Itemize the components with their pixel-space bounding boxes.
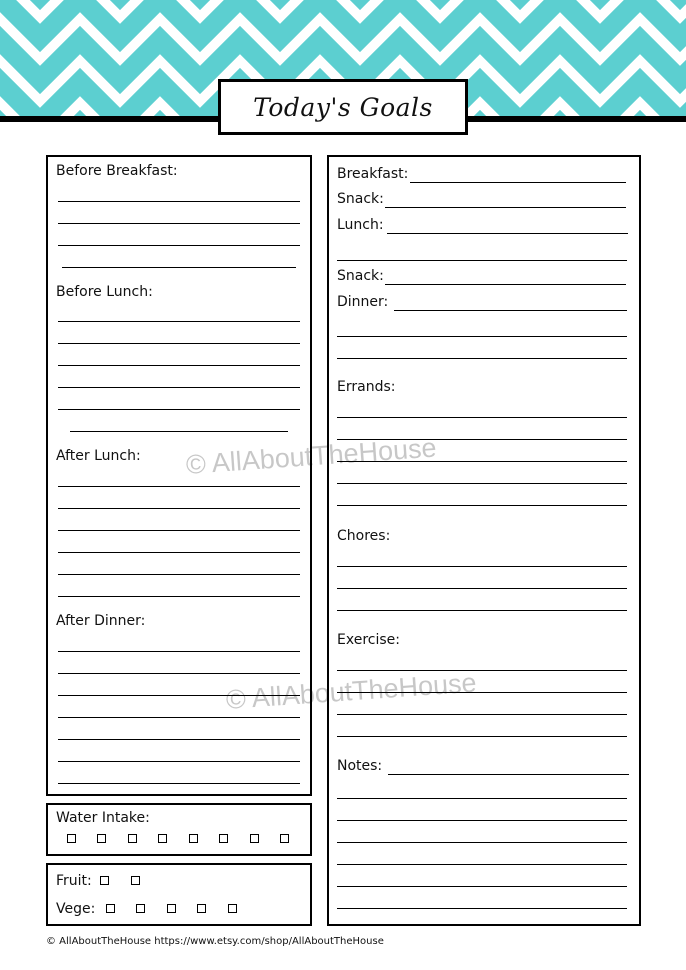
breakfast-line[interactable] (410, 182, 626, 183)
writing-line[interactable] (58, 508, 300, 509)
notes-line[interactable] (388, 774, 629, 775)
fruit-checkbox[interactable] (100, 876, 109, 885)
writing-line[interactable] (337, 439, 627, 440)
writing-line[interactable] (58, 245, 300, 246)
dinner-line[interactable] (394, 310, 627, 311)
writing-line[interactable] (337, 864, 627, 865)
writing-line[interactable] (58, 717, 300, 718)
page-title: Today's Goals (253, 92, 433, 122)
writing-line[interactable] (337, 670, 627, 671)
snack-line[interactable] (385, 207, 626, 208)
writing-line[interactable] (337, 886, 627, 887)
footer-copyright: © AllAboutTheHouse https://www.etsy.com/shop/AllAboutTheHouse (46, 936, 384, 947)
vege-checkbox[interactable] (136, 904, 145, 913)
writing-line[interactable] (58, 486, 300, 487)
vege-checkbox[interactable] (106, 904, 115, 913)
fruit-label: Fruit: (56, 873, 92, 889)
snack-label: Snack: (337, 268, 384, 284)
writing-line[interactable] (337, 566, 627, 567)
water-checkbox[interactable] (280, 834, 289, 843)
writing-line[interactable] (58, 673, 300, 674)
writing-line[interactable] (337, 417, 627, 418)
writing-line[interactable] (58, 365, 300, 366)
writing-line[interactable] (58, 761, 300, 762)
writing-line[interactable] (62, 267, 296, 268)
vege-checkbox[interactable] (197, 904, 206, 913)
writing-line[interactable] (337, 714, 627, 715)
notes-label: Notes: (337, 758, 383, 774)
vege-label: Vege: (56, 901, 96, 917)
breakfast-label: Breakfast: (337, 166, 409, 182)
watermark: © AllAboutTheHouse (184, 432, 438, 480)
after-lunch-label: After Lunch: (56, 448, 141, 464)
writing-line[interactable] (337, 692, 627, 693)
water-intake-label: Water Intake: (56, 810, 150, 826)
watermark: © AllAboutTheHouse (224, 667, 478, 715)
after-dinner-label: After Dinner: (56, 613, 146, 629)
errands-label: Errands: (337, 379, 396, 395)
writing-line[interactable] (58, 739, 300, 740)
writing-line[interactable] (58, 651, 300, 652)
lunch-line[interactable] (387, 233, 628, 234)
before-lunch-label: Before Lunch: (56, 284, 153, 300)
snack-line[interactable] (385, 284, 626, 285)
title-box (218, 79, 468, 135)
writing-line[interactable] (337, 908, 627, 909)
vege-checkbox[interactable] (167, 904, 176, 913)
writing-line[interactable] (337, 358, 627, 359)
writing-line[interactable] (337, 461, 627, 462)
writing-line[interactable] (58, 321, 300, 322)
lunch-label: Lunch: (337, 217, 384, 233)
water-checkbox[interactable] (250, 834, 259, 843)
water-checkbox[interactable] (219, 834, 228, 843)
writing-line[interactable] (58, 574, 300, 575)
chores-label: Chores: (337, 528, 391, 544)
water-checkbox[interactable] (128, 834, 137, 843)
vege-checkbox[interactable] (228, 904, 237, 913)
writing-line[interactable] (337, 483, 627, 484)
writing-line[interactable] (58, 783, 300, 784)
dinner-label: Dinner: (337, 294, 389, 310)
writing-line[interactable] (58, 596, 300, 597)
exercise-label: Exercise: (337, 632, 400, 648)
left-schedule-box (46, 155, 312, 796)
writing-line[interactable] (337, 820, 627, 821)
writing-line[interactable] (337, 260, 627, 261)
writing-line[interactable] (337, 842, 627, 843)
writing-line[interactable] (58, 387, 300, 388)
writing-line[interactable] (337, 798, 627, 799)
before-breakfast-label: Before Breakfast: (56, 163, 178, 179)
writing-line[interactable] (58, 552, 300, 553)
water-checkbox[interactable] (158, 834, 167, 843)
writing-line[interactable] (70, 431, 288, 432)
writing-line[interactable] (58, 530, 300, 531)
writing-line[interactable] (58, 409, 300, 410)
water-checkbox[interactable] (67, 834, 76, 843)
writing-line[interactable] (58, 695, 300, 696)
snack-label: Snack: (337, 191, 384, 207)
writing-line[interactable] (58, 343, 300, 344)
writing-line[interactable] (337, 505, 627, 506)
water-checkbox[interactable] (97, 834, 106, 843)
writing-line[interactable] (337, 588, 627, 589)
writing-line[interactable] (337, 610, 627, 611)
writing-line[interactable] (337, 336, 627, 337)
writing-line[interactable] (58, 201, 300, 202)
water-checkbox[interactable] (189, 834, 198, 843)
fruit-checkbox[interactable] (131, 876, 140, 885)
writing-line[interactable] (58, 223, 300, 224)
writing-line[interactable] (337, 736, 627, 737)
